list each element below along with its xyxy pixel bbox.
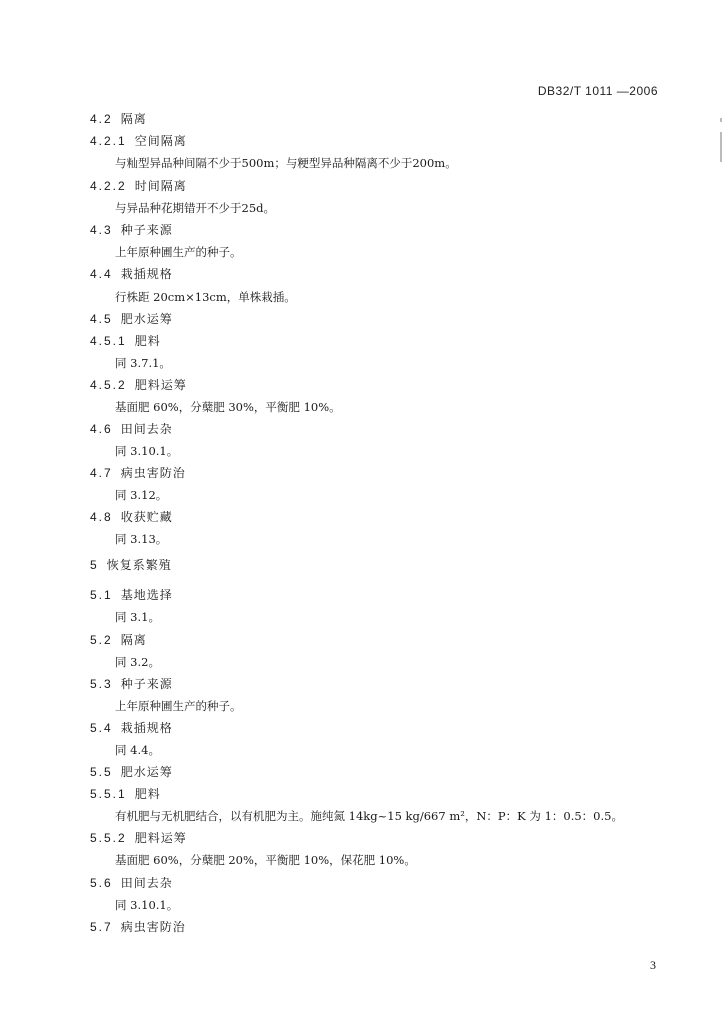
section-number: 4.5.1: [90, 334, 127, 348]
section-number: 5.5.1: [90, 787, 127, 801]
section-number: 5.6: [90, 876, 113, 890]
standard-code-header: DB32/T 1011 —2006: [537, 84, 658, 98]
scan-edge-mark: [720, 132, 722, 162]
section-number: 4.4: [90, 267, 113, 281]
section-heading: [90, 920, 186, 934]
scan-edge-mark: [720, 118, 722, 122]
body-paragraph: 同 3.12。: [115, 488, 168, 502]
body-paragraph: 基面肥 60%，分蘖肥 30%，平衡肥 10%。: [115, 400, 341, 414]
section-number: 5.4: [90, 721, 113, 735]
section-title: 田间去杂: [120, 422, 173, 436]
body-paragraph: 与异品种花期错开不少于25d。: [115, 201, 275, 215]
section-title: 病虫害防治: [120, 920, 186, 934]
section-title: 隔离: [120, 112, 147, 126]
page-number: 3: [650, 958, 656, 972]
section-heading: [90, 223, 173, 237]
section-heading: [90, 787, 161, 801]
section-heading: [90, 134, 187, 148]
section-title: 种子来源: [120, 223, 173, 237]
section-heading: [90, 876, 173, 890]
section-heading: [90, 466, 186, 480]
section-number: 5.5.2: [90, 831, 127, 845]
body-paragraph: 同 3.10.1。: [115, 444, 179, 458]
section-title: 肥料: [134, 787, 161, 801]
section-heading: [90, 677, 173, 691]
section-heading: [90, 588, 173, 602]
body-paragraph: 同 3.10.1。: [115, 898, 179, 912]
section-title: 种子来源: [120, 677, 173, 691]
section-title: 空间隔离: [134, 134, 187, 148]
section-heading: [90, 112, 147, 126]
section-number: 4.2: [90, 112, 113, 126]
body-paragraph: 上年原种圃生产的种子。: [115, 245, 242, 259]
body-paragraph: 上年原种圃生产的种子。: [115, 699, 242, 713]
section-heading: [90, 765, 173, 779]
section-number: 4.3: [90, 223, 113, 237]
section-number: 4.5.2: [90, 378, 127, 392]
section-number: 5.2: [90, 633, 113, 647]
section-title: 肥料: [134, 334, 161, 348]
section-title: 田间去杂: [120, 876, 173, 890]
section-number: 5: [90, 558, 99, 572]
section-heading: [90, 510, 173, 524]
section-title: 肥料运筹: [134, 378, 187, 392]
body-paragraph: 有机肥与无机肥结合，以有机肥为主。施纯氮 14kg~15 kg/667 m²，N：P：K 为 1：0.5：0.5。: [115, 809, 623, 823]
section-number: 4.2.2: [90, 179, 127, 193]
section-number: 5.7: [90, 920, 113, 934]
section-title: 恢复系繁殖: [106, 558, 172, 572]
body-paragraph: 基面肥 60%，分蘖肥 20%，平衡肥 10%，保花肥 10%。: [115, 853, 416, 867]
section-heading: [90, 267, 173, 281]
section-number: 4.5: [90, 312, 113, 326]
section-title: 时间隔离: [134, 179, 187, 193]
section-number: 4.8: [90, 510, 113, 524]
section-title: 肥水运筹: [120, 312, 173, 326]
body-paragraph: 同 4.4。: [115, 743, 160, 757]
section-number: 5.3: [90, 677, 113, 691]
section-heading: [90, 334, 161, 348]
section-number: 4.7: [90, 466, 113, 480]
section-title: 栽插规格: [120, 721, 173, 735]
section-title: 隔离: [120, 633, 147, 647]
section-heading: [90, 422, 173, 436]
section-heading: [90, 378, 187, 392]
section-title: 基地选择: [120, 588, 173, 602]
section-heading: [90, 831, 187, 845]
section-heading: [90, 633, 147, 647]
body-paragraph: 行株距 20cm×13cm，单株栽插。: [115, 290, 296, 304]
body-paragraph: 同 3.1。: [115, 610, 160, 624]
body-paragraph: 同 3.7.1。: [115, 356, 171, 370]
section-title: 病虫害防治: [120, 466, 186, 480]
section-heading: [90, 721, 173, 735]
body-paragraph: 同 3.2。: [115, 655, 160, 669]
section-number: 4.2.1: [90, 134, 127, 148]
section-number: 5.1: [90, 588, 113, 602]
section-title: 收获贮藏: [120, 510, 173, 524]
section-title: 肥水运筹: [120, 765, 173, 779]
section-title: 肥料运筹: [134, 831, 187, 845]
section-heading: [90, 558, 172, 572]
body-paragraph: 与籼型异品种间隔不少于500m；与粳型异品种隔离不少于200m。: [115, 156, 457, 170]
section-heading: [90, 179, 187, 193]
section-number: 5.5: [90, 765, 113, 779]
body-paragraph: 同 3.13。: [115, 532, 168, 546]
section-number: 4.6: [90, 422, 113, 436]
section-heading: [90, 312, 173, 326]
section-title: 栽插规格: [120, 267, 173, 281]
